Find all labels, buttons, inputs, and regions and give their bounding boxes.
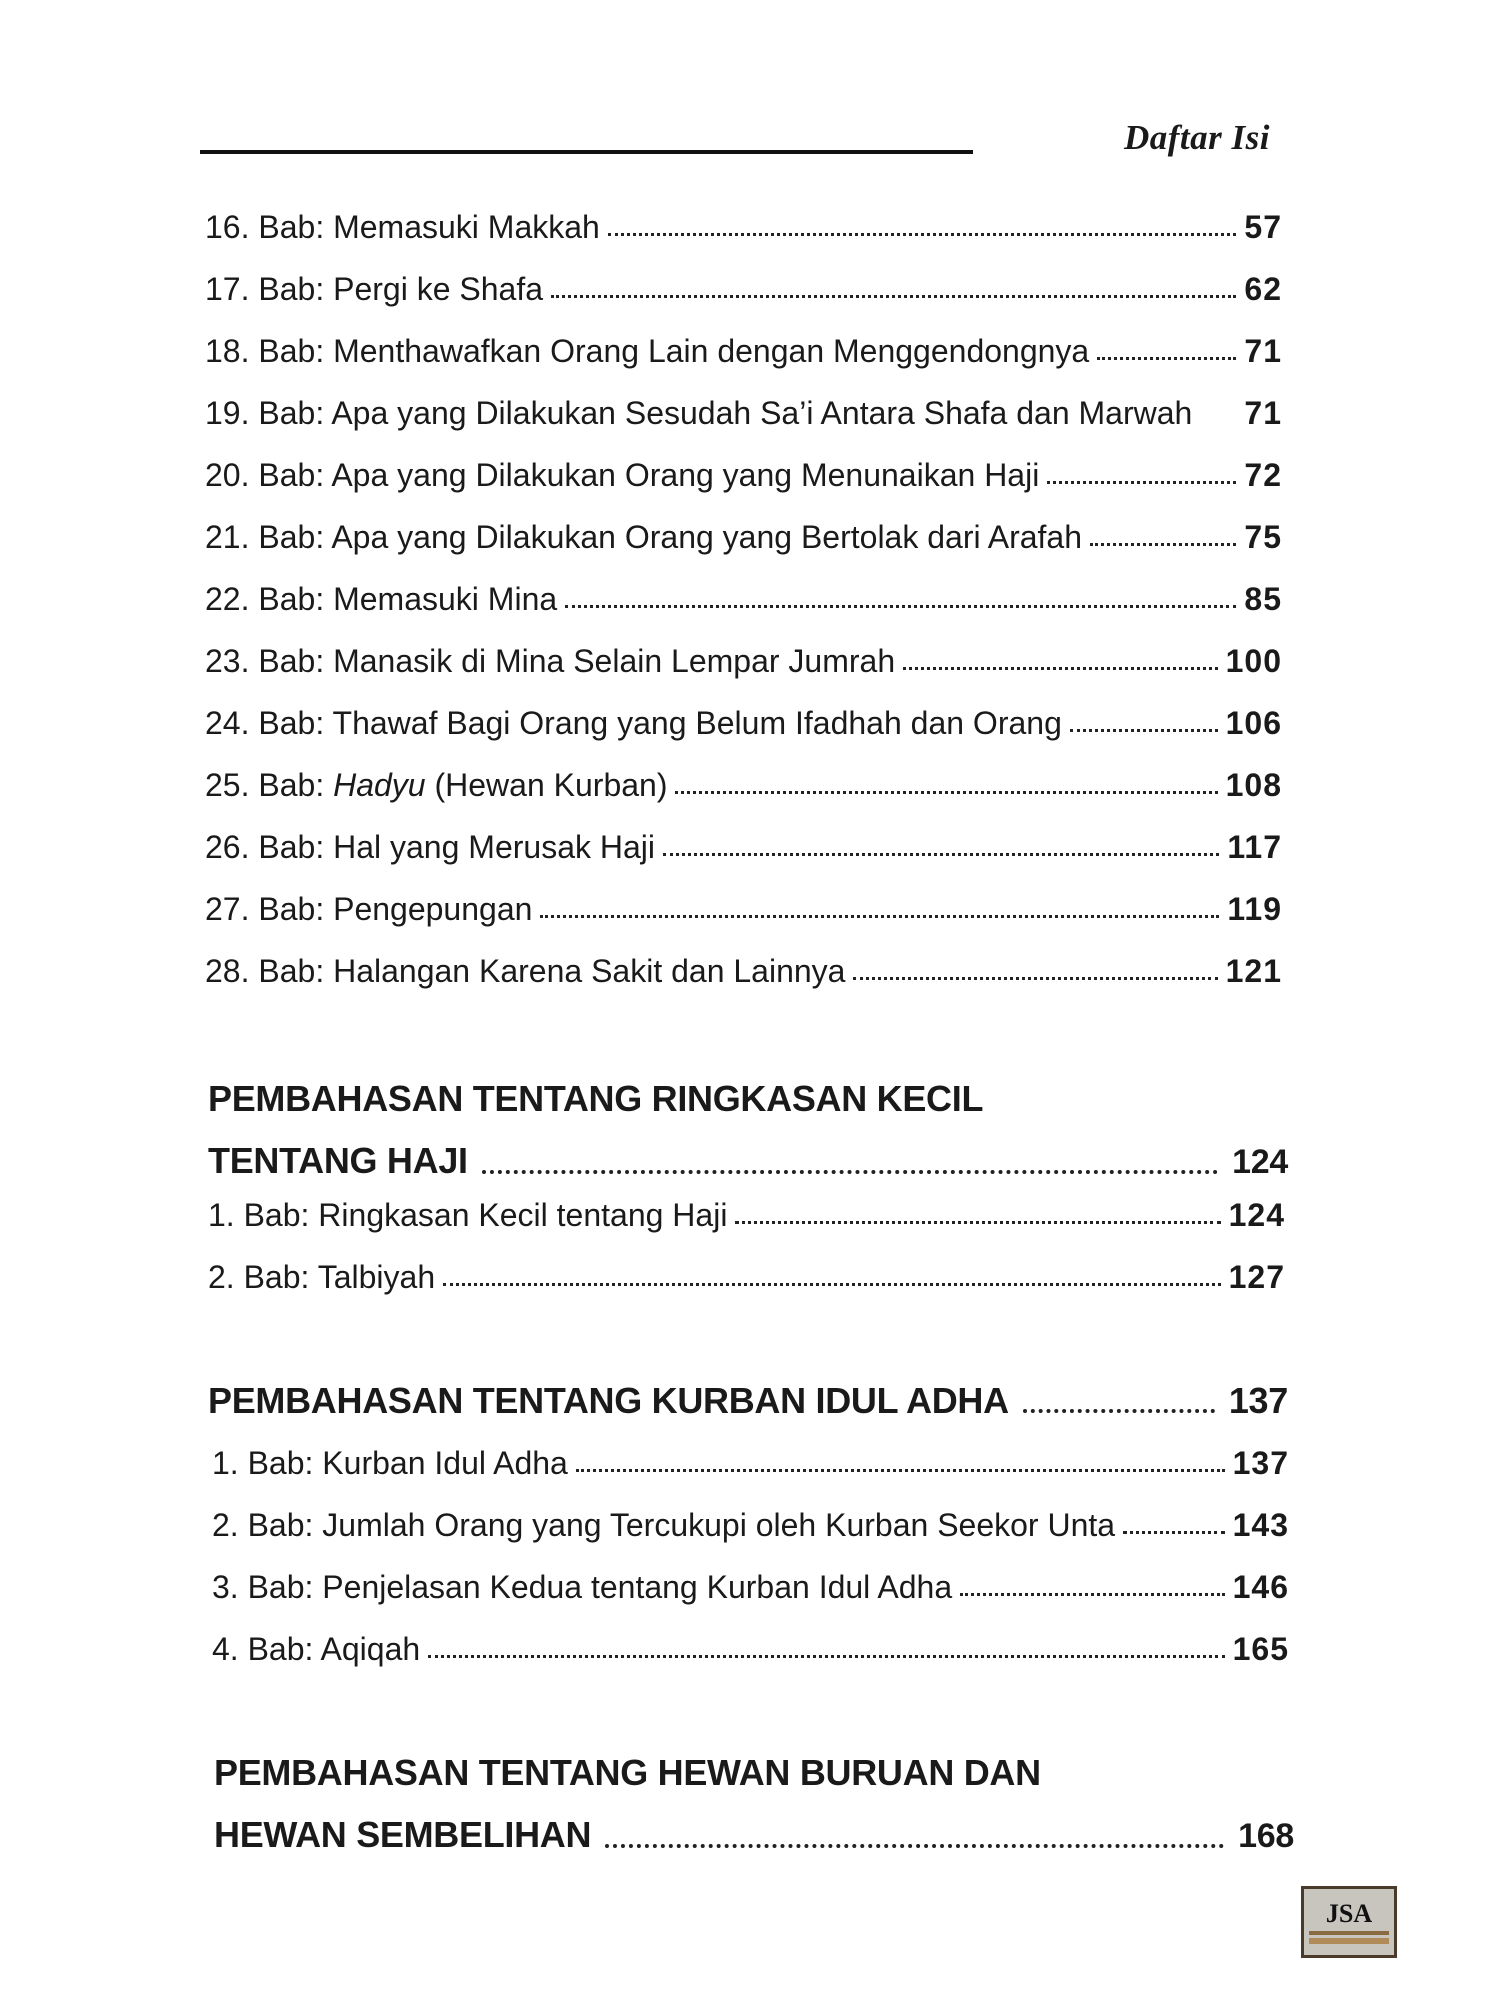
toc-entry-page: 106	[1225, 705, 1282, 741]
dot-leader	[1097, 357, 1236, 360]
toc-entry-title: 18. Bab: Menthawafkan Orang Lain dengan Menggendongnya	[205, 333, 1090, 369]
dot-leader	[608, 233, 1237, 236]
toc-entry	[205, 206, 1282, 248]
toc-entry-title: 16. Bab: Memasuki Makkah	[205, 209, 600, 245]
section-heading-line1: PEMBAHASAN TENTANG RINGKASAN KECIL	[208, 1078, 984, 1119]
toc-entry-page: 100	[1225, 643, 1282, 679]
toc-entry	[212, 1504, 1289, 1546]
toc-entry-page: 117	[1227, 829, 1282, 865]
dot-leader	[1070, 729, 1218, 732]
toc-entry-title-suffix: (Hewan Kurban)	[425, 767, 668, 803]
section-heading-text: PEMBAHASAN TENTANG KURBAN IDUL ADHA	[208, 1380, 1009, 1421]
section-heading	[208, 1370, 1288, 1432]
toc-entry	[205, 454, 1282, 496]
toc-entry-page: 57	[1244, 209, 1282, 245]
dot-leader	[551, 295, 1236, 298]
logo-bar	[1309, 1931, 1389, 1935]
logo-mark: JSA	[1325, 1898, 1373, 1928]
toc-entry-title: 3. Bab: Penjelasan Kedua tentang Kurban Idul Adha	[212, 1569, 953, 1605]
toc-entry-title	[205, 764, 667, 806]
toc-entry	[205, 578, 1282, 620]
dot-leader	[605, 1844, 1224, 1848]
toc-entry-page: 146	[1232, 1569, 1289, 1605]
toc-entry-title: 1. Bab: Kurban Idul Adha	[212, 1445, 568, 1481]
dot-leader	[1123, 1531, 1225, 1534]
toc-entry-title: 27. Bab: Pengepungan	[205, 891, 533, 927]
toc-entry-title: 23. Bab: Manasik di Mina Selain Lempar Jumrah	[205, 643, 896, 679]
toc-entry-page: 71	[1244, 333, 1282, 369]
toc-entry-page: 165	[1232, 1631, 1289, 1667]
toc-entry-title: 19. Bab: Apa yang Dilakukan Sesudah Sa’i Antara Shafa dan Marwah	[205, 395, 1193, 431]
dot-leader	[1090, 543, 1236, 546]
page-header-title: Daftar Isi	[1124, 118, 1270, 157]
toc-entry-page: 124	[1228, 1197, 1285, 1233]
toc-entry-title: 26. Bab: Hal yang Merusak Haji	[205, 829, 655, 865]
section-heading-text: TENTANG HAJI	[208, 1140, 468, 1181]
toc-entry	[205, 330, 1282, 372]
toc-entry-title: 24. Bab: Thawaf Bagi Orang yang Belum Ifadhah dan Orang	[205, 705, 1062, 741]
toc-entry-title: 2. Bab: Talbiyah	[208, 1259, 436, 1295]
toc-entry-page: 108	[1225, 767, 1282, 803]
dot-leader	[540, 915, 1219, 918]
toc-entry-page: 127	[1228, 1259, 1285, 1295]
toc-entry	[205, 640, 1282, 682]
dot-leader	[443, 1283, 1220, 1286]
toc-entry-page: 72	[1244, 457, 1282, 493]
dot-leader	[675, 791, 1217, 794]
section-heading	[214, 1742, 1294, 1867]
toc-entry	[212, 1628, 1289, 1670]
toc-entry-title: 28. Bab: Halangan Karena Sakit dan Lainnya	[205, 953, 846, 989]
toc-entry	[212, 1442, 1289, 1484]
dot-leader	[576, 1469, 1225, 1472]
toc-entry	[205, 826, 1282, 868]
toc-entry	[208, 1256, 1285, 1298]
toc-entry	[205, 392, 1282, 434]
section-heading	[208, 1068, 1288, 1193]
header-rule	[200, 150, 973, 154]
toc-entry	[205, 764, 1282, 806]
section-heading-page: 168	[1238, 1817, 1294, 1855]
toc-entry-page: 121	[1225, 953, 1282, 989]
dot-leader	[903, 667, 1217, 670]
toc-entry-page: 85	[1244, 581, 1282, 617]
dot-leader	[428, 1655, 1224, 1658]
toc-entry-page: 75	[1244, 519, 1282, 555]
dot-leader	[565, 605, 1236, 608]
toc-entry-title: 2. Bab: Jumlah Orang yang Tercukupi oleh Kurban Seekor Unta	[212, 1507, 1116, 1543]
dot-leader	[853, 977, 1217, 980]
toc-entry	[205, 268, 1282, 310]
toc-entry-page: 143	[1232, 1507, 1289, 1543]
toc-entry-title: 17. Bab: Pergi ke Shafa	[205, 271, 543, 307]
toc-entry	[205, 516, 1282, 558]
toc-entry-title-prefix: 25. Bab:	[205, 767, 334, 803]
section-heading-text: HEWAN SEMBELIHAN	[214, 1814, 592, 1855]
toc-entry-title: 22. Bab: Memasuki Mina	[205, 581, 558, 617]
toc-entry-page: 71	[1244, 395, 1282, 431]
toc-entry	[205, 888, 1282, 930]
dot-leader	[960, 1593, 1224, 1596]
toc-entry-title: 4. Bab: Aqiqah	[212, 1631, 421, 1667]
toc-entry	[208, 1194, 1285, 1236]
section-heading-page: 124	[1232, 1143, 1288, 1181]
logo-base	[1309, 1938, 1389, 1944]
dot-leader	[663, 853, 1219, 856]
section-heading-line2	[208, 1130, 1288, 1193]
toc-entry-page: 119	[1227, 891, 1282, 927]
publisher-logo	[1301, 1886, 1397, 1958]
toc-entry	[205, 950, 1282, 992]
toc-entry-page: 137	[1232, 1445, 1289, 1481]
toc-entry-title: 1. Bab: Ringkasan Kecil tentang Haji	[208, 1197, 728, 1233]
toc-entry-title: 21. Bab: Apa yang Dilakukan Orang yang Bertolak dari Arafah	[205, 519, 1082, 555]
dot-leader	[482, 1170, 1218, 1174]
toc-entry	[205, 702, 1282, 744]
toc-entry-title: 20. Bab: Apa yang Dilakukan Orang yang Menunaikan Haji	[205, 457, 1040, 493]
dot-leader	[735, 1221, 1220, 1224]
dot-leader	[1023, 1409, 1215, 1413]
toc-entry	[212, 1566, 1289, 1608]
section-heading-line1: PEMBAHASAN TENTANG HEWAN BURUAN DAN	[214, 1752, 1041, 1793]
toc-entry-title-italic: Hadyu	[333, 767, 426, 803]
toc-entry-page: 62	[1244, 271, 1282, 307]
dot-leader	[1047, 481, 1236, 484]
section-heading-line2	[214, 1804, 1294, 1867]
section-heading-page: 137	[1228, 1380, 1288, 1421]
